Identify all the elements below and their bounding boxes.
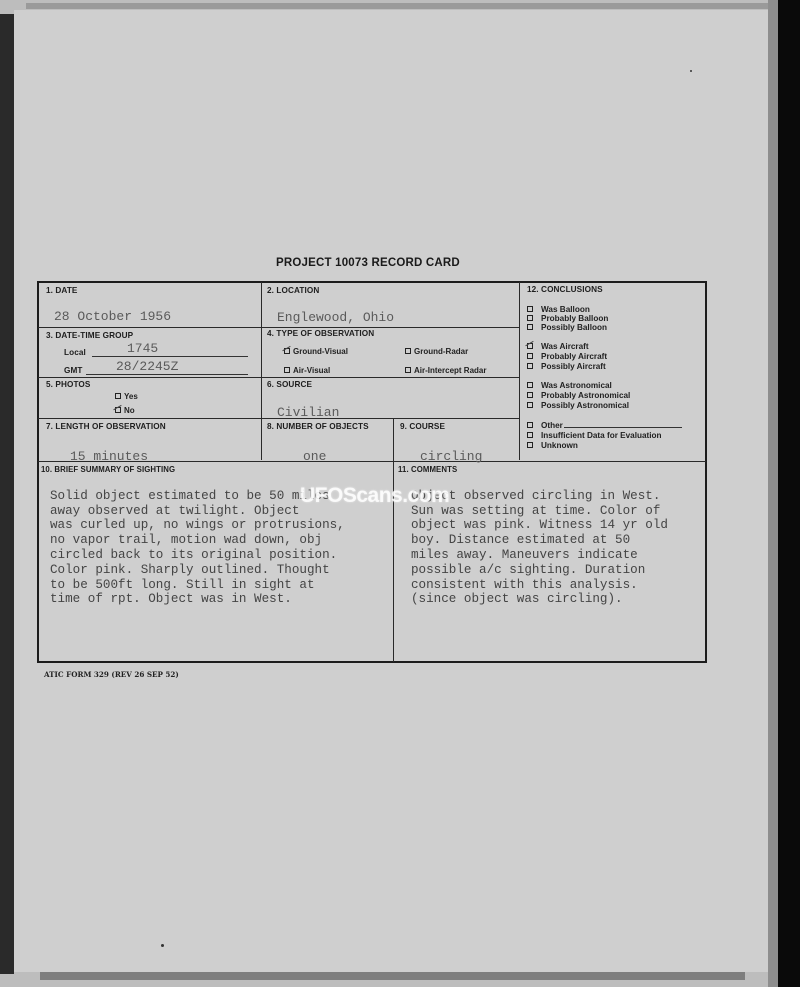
checkbox-icon[interactable] — [527, 353, 533, 359]
photos-label: 5. PHOTOS — [46, 380, 91, 389]
summary-line: Solid object estimated to be 50 miles — [50, 488, 330, 503]
checkbox-icon[interactable] — [115, 393, 121, 399]
gmt-time-label: GMT — [64, 366, 83, 375]
dust-speck — [690, 70, 692, 72]
scan-right-edge — [778, 0, 800, 987]
comments-line: consistent with this analysis. — [411, 577, 638, 592]
course-label: 9. COURSE — [400, 422, 446, 431]
observation-type-label: 4. TYPE OF OBSERVATION — [267, 329, 375, 338]
photos-yes[interactable]: Yes — [115, 392, 138, 401]
summary-line: no vapor trail, motion wad down, obj — [50, 533, 323, 548]
comments-line: object was pink. Witness 14 yr old — [411, 518, 668, 533]
photos-no[interactable]: No — [115, 406, 135, 415]
checkbox-checked-icon[interactable] — [527, 343, 533, 349]
gmt-time-line — [86, 374, 248, 375]
number-of-objects-label: 8. NUMBER OF OBJECTS — [267, 422, 369, 431]
conclusion-was-balloon[interactable]: Was Balloon — [527, 305, 590, 314]
comments-line: boy. Distance estimated at 50 — [411, 533, 631, 548]
conclusion-possibly-astronomical[interactable]: Possibly Astronomical — [527, 401, 629, 410]
conclusions-label: 12. CONCLUSIONS — [527, 285, 603, 294]
comments-text — [411, 474, 668, 622]
divider — [261, 282, 262, 460]
date-label: 1. DATE — [46, 286, 78, 295]
observation-ground-visual[interactable]: Ground-Visual — [284, 347, 348, 356]
local-time-label: Local — [64, 348, 86, 357]
scan-left-shadow — [0, 14, 14, 974]
comments-line: Object observed circling in West. — [411, 488, 661, 503]
course-value: circling — [420, 449, 483, 464]
local-time-line — [92, 356, 248, 357]
divider — [38, 377, 520, 378]
location-label: 2. LOCATION — [267, 286, 320, 295]
conclusion-unknown[interactable]: Unknown — [527, 441, 578, 450]
checkbox-icon[interactable] — [527, 392, 533, 398]
conclusion-probably-aircraft[interactable]: Probably Aircraft — [527, 352, 607, 361]
checkbox-icon[interactable] — [527, 315, 533, 321]
summary-label: 10. BRIEF SUMMARY OF SIGHTING — [41, 465, 176, 474]
checkbox-icon[interactable] — [405, 348, 411, 354]
card-title: PROJECT 10073 RECORD CARD — [276, 257, 460, 269]
observation-air-visual[interactable]: Air-Visual — [284, 366, 330, 375]
date-time-group-label: 3. DATE-TIME GROUP — [46, 331, 134, 340]
source-label: 6. SOURCE — [267, 380, 313, 389]
watermark: UFOScans.com — [300, 484, 450, 507]
divider — [38, 327, 520, 328]
dust-speck — [161, 944, 164, 947]
other-fill-line[interactable] — [564, 426, 682, 428]
comments-line: (since object was circling). — [411, 592, 623, 607]
checkbox-icon[interactable] — [527, 422, 533, 428]
summary-line: was curled up, no wings or protrusions, — [50, 518, 345, 533]
summary-line: time of rpt. Object was in West. — [50, 592, 292, 607]
summary-line: Color pink. Sharply outlined. Thought — [50, 562, 330, 577]
number-of-objects-value: one — [303, 449, 327, 464]
scan-top-edge — [26, 3, 768, 9]
comments-label: 11. COMMENTS — [398, 465, 458, 474]
date-value: 28 October 1956 — [54, 309, 172, 324]
conclusion-was-astronomical[interactable]: Was Astronomical — [527, 381, 612, 390]
comments-line: miles away. Maneuvers indicate — [411, 547, 638, 562]
conclusion-probably-astronomical[interactable]: Probably Astronomical — [527, 391, 630, 400]
checkbox-icon[interactable] — [284, 367, 290, 373]
observation-ground-radar[interactable]: Ground-Radar — [405, 347, 468, 356]
divider — [393, 418, 394, 662]
checkbox-checked-icon[interactable] — [284, 348, 290, 354]
summary-line: circled back to its original position. — [50, 547, 338, 562]
divider — [519, 282, 520, 460]
checkbox-icon[interactable] — [527, 442, 533, 448]
checkbox-icon[interactable] — [527, 382, 533, 388]
checkbox-icon[interactable] — [527, 432, 533, 438]
conclusion-insufficient-data[interactable]: Insufficient Data for Evaluation — [527, 431, 662, 440]
conclusion-probably-balloon[interactable]: Probably Balloon — [527, 314, 608, 323]
location-value: Englewood, Ohio — [277, 310, 395, 325]
source-value: Civilian — [277, 405, 340, 420]
summary-line: away observed at twilight. Object — [50, 503, 300, 518]
conclusion-other[interactable]: Other — [527, 421, 682, 430]
conclusion-possibly-balloon[interactable]: Possibly Balloon — [527, 323, 607, 332]
observation-air-intercept-radar[interactable]: Air-Intercept Radar — [405, 366, 486, 375]
checkbox-icon[interactable] — [527, 402, 533, 408]
summary-line: to be 500ft long. Still in sight at — [50, 577, 315, 592]
checkbox-icon[interactable] — [527, 363, 533, 369]
comments-line: possible a/c sighting. Duration — [411, 562, 646, 577]
checkbox-checked-icon[interactable] — [115, 407, 121, 413]
local-time-value: 1745 — [127, 341, 159, 356]
checkbox-icon[interactable] — [527, 306, 533, 312]
gmt-time-value: 28/2245Z — [116, 359, 179, 374]
form-footer: ATIC FORM 329 (REV 26 SEP 52) — [44, 670, 179, 679]
length-value: 15 minutes — [70, 449, 149, 464]
comments-line: Sun was setting at time. Color of — [411, 503, 661, 518]
conclusion-was-aircraft[interactable]: Was Aircraft — [527, 342, 589, 351]
conclusion-possibly-aircraft[interactable]: Possibly Aircraft — [527, 362, 606, 371]
length-label: 7. LENGTH OF OBSERVATION — [46, 422, 166, 431]
checkbox-icon[interactable] — [527, 324, 533, 330]
checkbox-icon[interactable] — [405, 367, 411, 373]
